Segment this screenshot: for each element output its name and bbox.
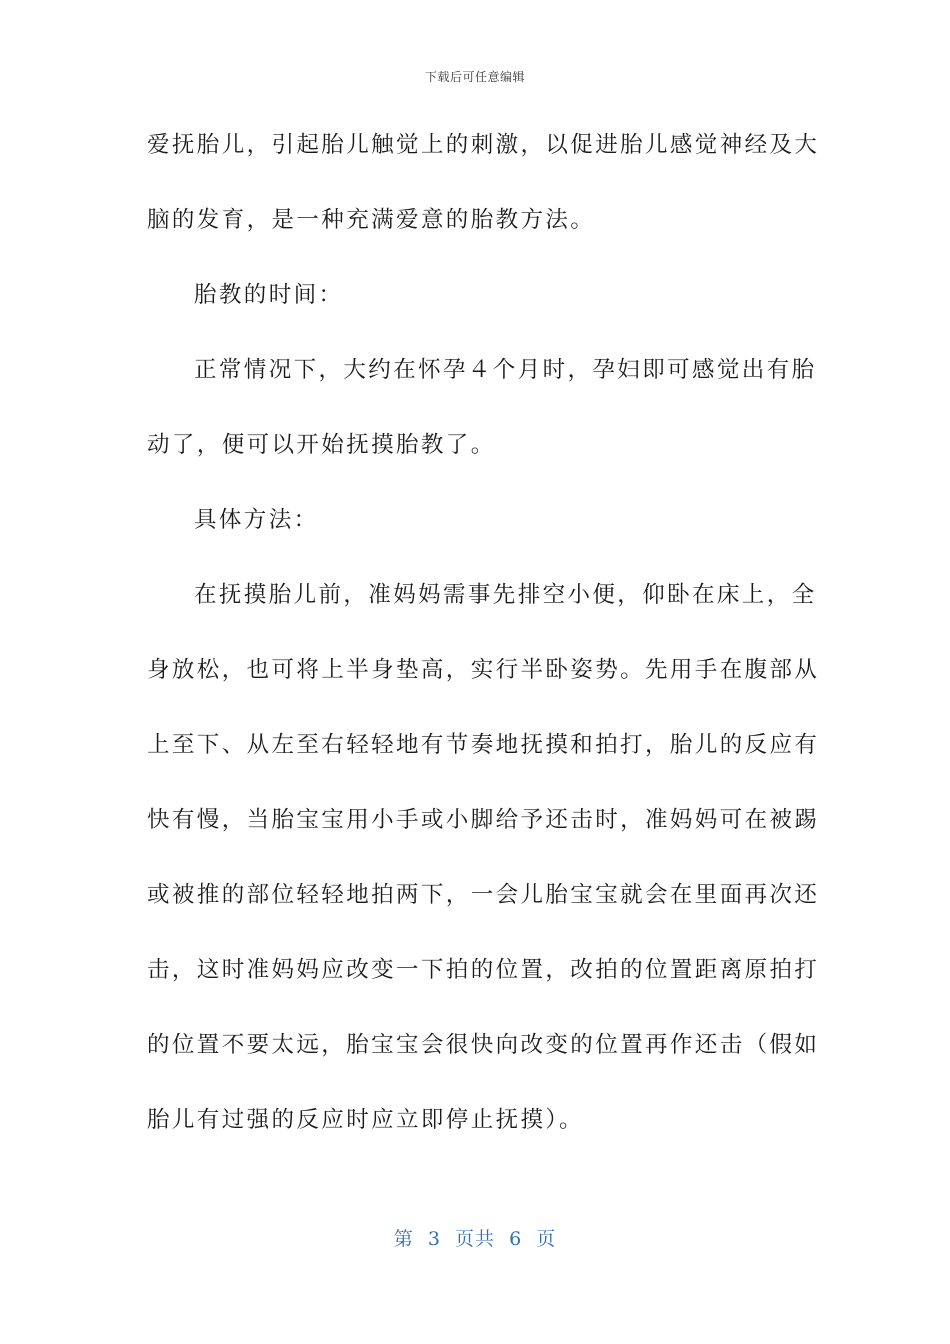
text-line: 击，这时准妈妈应改变一下拍的位置，改拍的位置距离原拍打 bbox=[147, 957, 820, 983]
text-line: 胎儿有过强的反应时应立即停止抚摸）。 bbox=[147, 1107, 584, 1133]
text-line: 上至下、从左至右轻轻地有节奏地抚摸和拍打，胎儿的反应有 bbox=[147, 732, 820, 758]
text-line: 在抚摸胎儿前，准妈妈需事先排空小便，仰卧在床上，全 bbox=[194, 582, 817, 608]
text-line: 或被推的部位轻轻地拍两下，一会儿胎宝宝就会在里面再次还 bbox=[147, 882, 820, 908]
section-heading: 胎教的时间： bbox=[194, 282, 344, 308]
text-line: 的位置不要太远，胎宝宝会很快向改变的位置再作还击（假如 bbox=[147, 1032, 820, 1058]
text-line: 快有慢，当胎宝宝用小手或小脚给予还击时，准妈妈可在被踢 bbox=[147, 807, 820, 833]
page-number: 第 3 页共 6 页 bbox=[393, 1228, 557, 1250]
section-heading: 具体方法： bbox=[194, 507, 319, 533]
text-line: 身放松，也可将上半身垫高，实行半卧姿势。先用手在腹部从 bbox=[147, 657, 820, 683]
text-line: 脑的发育，是一种充满爱意的胎教方法。 bbox=[147, 207, 596, 233]
text-line: 正常情况下，大约在怀孕４个月时，孕妇即可感觉出有胎 bbox=[194, 357, 817, 383]
text-line: 爱抚胎儿，引起胎儿触觉上的刺激，以促进胎儿感觉神经及大 bbox=[147, 132, 820, 158]
header-note: 下载后可任意编辑 bbox=[424, 70, 525, 84]
document-body bbox=[147, 108, 820, 1158]
text-line: 动了，便可以开始抚摸胎教了。 bbox=[147, 432, 496, 458]
